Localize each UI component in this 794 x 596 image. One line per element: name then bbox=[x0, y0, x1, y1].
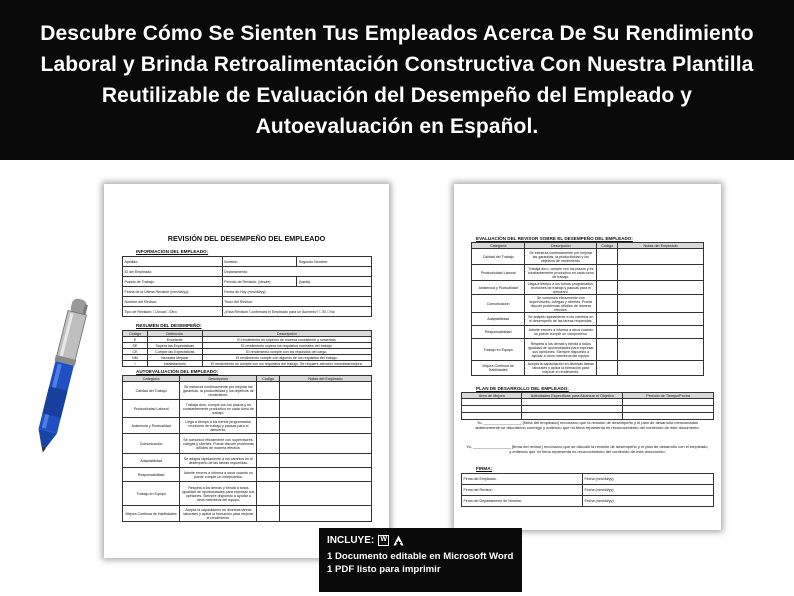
eval-header: Descripción bbox=[525, 243, 597, 249]
summary-cell: El rendimiento supera los requisitos normales del trabajo. bbox=[202, 343, 371, 349]
eval-description: Se comunica eficazmente con supervisores, colegas y clientes. Puede discutir problemas difíciles de manera efectiva. bbox=[525, 295, 597, 313]
eval-category: Responsabilidad bbox=[123, 468, 180, 482]
info-cell: Fecha de la Última Revisión (mm/dd/yy): bbox=[123, 287, 223, 297]
summary-cell: El rendimiento cumple con algunos de los requisitos del trabajo. bbox=[202, 355, 371, 361]
eval-notes-cell[interactable] bbox=[279, 382, 371, 400]
includes-word-line: 1 Documento editable en Microsoft Word bbox=[327, 551, 514, 562]
summary-header: Descripción bbox=[202, 331, 371, 337]
eval-notes-cell[interactable] bbox=[618, 249, 704, 265]
self-eval-table bbox=[122, 375, 372, 522]
eval-header: Código bbox=[257, 376, 279, 382]
eval-code-cell[interactable] bbox=[257, 418, 279, 434]
eval-code-cell[interactable] bbox=[257, 454, 279, 468]
eval-description: Se esfuerza continuamente por mejorar las garantías, la productividad y los objetivos de rendimiento. bbox=[180, 382, 257, 400]
info-cell: Puesto de Trabajo: bbox=[123, 277, 223, 287]
eval-notes-cell[interactable] bbox=[279, 400, 371, 418]
info-cell: Departamento: bbox=[222, 267, 371, 277]
info-cell: Periodo de Revisión: (desde): bbox=[222, 277, 297, 287]
eval-description: Llega a tiempo a los turnos programados, reuniones de trabajo y pausas para el almuerzo. bbox=[525, 281, 597, 295]
document-page-self-evaluation bbox=[104, 184, 389, 558]
eval-code-cell[interactable] bbox=[597, 265, 618, 281]
eval-description: Admite errores a informa a otros cuando no puede cumplir un compromiso. bbox=[180, 468, 257, 482]
eval-header: Notas del Empleado bbox=[618, 243, 704, 249]
eval-category: Mejora Continua de Habilidades bbox=[123, 506, 180, 522]
eval-category: Productividad Laboral bbox=[472, 265, 525, 281]
employee-acknowledgement: Yo, _________________ [firma del empleado] reconozco que la revisión de desempeño y el plan de desarrollo mencionados anteriormente se discutieron conmigo y entiendo que mi firma representa mi reconocimiento del contenido de este documento. bbox=[475, 420, 700, 431]
summary-cell: Supera las Expectativas bbox=[147, 343, 202, 349]
eval-description: Se adapta rápidamente a los cambios en el desempeño de las tareas requeridas. bbox=[525, 313, 597, 326]
includes-badge bbox=[319, 528, 522, 592]
eval-notes-cell[interactable] bbox=[279, 482, 371, 506]
eval-code-cell[interactable] bbox=[597, 249, 618, 265]
employee-info-table bbox=[122, 256, 372, 317]
info-cell: Tipo de Revisión: ☐Anual ☐Otro bbox=[123, 307, 223, 317]
includes-label: INCLUYE: bbox=[327, 535, 375, 546]
summary-cell: SE bbox=[123, 343, 148, 349]
banner-headline: Descubre Cómo Se Sienten Tus Empleados Acerca De Su Rendimiento Laboral y Brinda Retroalimentación Constructiva Con Nuestra Plantilla Reutilizable de Evaluación del Desempeño del Empleado y Autoevaluación en Español. bbox=[40, 22, 754, 138]
summary-cell: El rendimiento no cumple con los requisitos del trabajo. Se requiere atención inmediata/mejora. bbox=[202, 361, 371, 367]
eval-header: Categoría bbox=[472, 243, 525, 249]
eval-category: Asistencia y Puntualidad bbox=[472, 281, 525, 295]
plan-cell[interactable] bbox=[462, 413, 522, 420]
eval-description: Respeta a los demás y brinda a todos igualdad de oportunidades para expresar sus opiniones. Siempre dispuesto a ayudar a otros miembros del equipo. bbox=[180, 482, 257, 506]
eval-description: Trabaja duro, cumple con los plazos y es constantemente productivo en cada turno de trabajo. bbox=[525, 265, 597, 281]
eval-code-cell[interactable] bbox=[257, 382, 279, 400]
eval-category: Asistencia y Puntualidad bbox=[123, 418, 180, 434]
eval-category: Mejora Continua de Habilidades bbox=[472, 361, 525, 376]
eval-header: Notas del Empleado bbox=[279, 376, 371, 382]
reviewer-eval-heading: EVALUACIÓN DEL REVISOR SOBRE EL DESEMPEÑO DEL EMPLEADO: bbox=[476, 236, 633, 241]
summary-cell: El rendimiento es superior de manera consistente y sostenida. bbox=[202, 337, 371, 343]
eval-category: Adaptabilidad bbox=[123, 454, 180, 468]
eval-category: Adaptabilidad bbox=[472, 313, 525, 326]
eval-notes-cell[interactable] bbox=[618, 326, 704, 339]
eval-code-cell[interactable] bbox=[257, 468, 279, 482]
info-cell: ID del Empleado: bbox=[123, 267, 223, 277]
plan-cell[interactable] bbox=[462, 406, 522, 413]
summary-header: Código bbox=[123, 331, 148, 337]
signature-heading: FIRMA: bbox=[476, 466, 493, 471]
summary-heading: RESUMEN DEL DESEMPEÑO: bbox=[136, 323, 202, 328]
summary-cell: Insatisfactorio bbox=[147, 361, 202, 367]
info-cell: (hasta): bbox=[297, 277, 372, 287]
eval-code-cell[interactable] bbox=[257, 506, 279, 522]
eval-code-cell[interactable] bbox=[257, 482, 279, 506]
summary-cell: CE bbox=[123, 349, 148, 355]
eval-notes-cell[interactable] bbox=[618, 361, 704, 376]
header-banner bbox=[0, 0, 794, 160]
word-icon: W bbox=[378, 535, 389, 546]
plan-cell[interactable] bbox=[462, 399, 522, 406]
eval-notes-cell[interactable] bbox=[618, 313, 704, 326]
eval-code-cell[interactable] bbox=[597, 295, 618, 313]
info-cell: Nombre: bbox=[222, 257, 297, 267]
eval-category: Responsabilidad bbox=[472, 326, 525, 339]
eval-description: Trabaja duro, cumple con los plazos y es constantemente productivo en cada turno de trabajo. bbox=[180, 400, 257, 418]
info-cell: Nombre del Revisor: bbox=[123, 297, 223, 307]
info-cell: Segundo Nombre: bbox=[297, 257, 372, 267]
eval-code-cell[interactable] bbox=[257, 400, 279, 418]
eval-category: Comunicación bbox=[123, 434, 180, 454]
summary-cell: I bbox=[123, 361, 148, 367]
eval-code-cell[interactable] bbox=[597, 361, 618, 376]
includes-pdf-line: 1 PDF listo para imprimir bbox=[327, 564, 441, 575]
plan-header: Área de Mejora bbox=[462, 393, 522, 399]
eval-notes-cell[interactable] bbox=[618, 295, 704, 313]
eval-header: Categoría bbox=[123, 376, 180, 382]
eval-header: Descripción bbox=[180, 376, 257, 382]
pen-illustration bbox=[22, 294, 103, 458]
plan-cell[interactable] bbox=[522, 406, 623, 413]
eval-category: Trabajo en Equipo bbox=[123, 482, 180, 506]
eval-notes-cell[interactable] bbox=[279, 506, 371, 522]
summary-cell: Cumple las Expectativas bbox=[147, 349, 202, 355]
info-cell: Apellido: bbox=[123, 257, 223, 267]
eval-notes-cell[interactable] bbox=[279, 468, 371, 482]
acrobat-icon bbox=[393, 535, 404, 546]
reviewer-acknowledgement: Yo, _________________ [firma del revisor] reconozco que se discutió la revisión de desempeño y el plan de desarrollo con el empleado, y entiendo que mi firma representa mi reconocimiento del contenido de este documento. bbox=[466, 444, 709, 455]
eval-code-cell[interactable] bbox=[597, 339, 618, 361]
info-cell: Fecha de Hoy (mm/dd/yy): bbox=[222, 287, 371, 297]
summary-cell: E bbox=[123, 337, 148, 343]
eval-notes-cell[interactable] bbox=[618, 339, 704, 361]
eval-category: Calidad del Trabajo bbox=[123, 382, 180, 400]
eval-notes-cell[interactable] bbox=[279, 418, 371, 434]
summary-header: Definición bbox=[147, 331, 202, 337]
eval-notes-cell[interactable] bbox=[618, 281, 704, 295]
eval-description: Se esfuerza continuamente por mejorar las garantías, la productividad y los objetivos de rendimiento. bbox=[525, 249, 597, 265]
page1-title: REVISIÓN DEL DESEMPEÑO DEL EMPLEADO bbox=[167, 234, 326, 243]
reviewer-eval-table bbox=[471, 242, 704, 376]
eval-description: Se adapta rápidamente a los cambios en el desempeño de las tareas requeridas. bbox=[180, 454, 257, 468]
eval-description: Acepta la capacitación en diversas tareas laborales y aplica la formación para mejorar el rendimiento. bbox=[180, 506, 257, 522]
plan-cell[interactable] bbox=[623, 399, 714, 406]
signature-cell[interactable]: Firma del Revisor: bbox=[462, 485, 583, 496]
eval-category: Calidad del Trabajo bbox=[472, 249, 525, 265]
plan-header: Período de Tiempo/Fecha bbox=[623, 393, 714, 399]
eval-notes-cell[interactable] bbox=[618, 265, 704, 281]
eval-code-cell[interactable] bbox=[597, 313, 618, 326]
plan-cell[interactable] bbox=[522, 413, 623, 420]
eval-description: Acepta la capacitación en diversas tareas laborales y aplica la formación para mejorar el rendimiento. bbox=[525, 361, 597, 376]
eval-description: Respeta a los demás y brinda a todos igualdad de oportunidades para expresar sus opiniones. Siempre dispuesto a ayudar a otros miembros del equipo. bbox=[525, 339, 597, 361]
summary-table bbox=[122, 330, 372, 367]
signature-date-cell[interactable]: Fecha (mm/dd/yy): bbox=[582, 496, 713, 507]
summary-cell: El rendimiento cumple con los requisitos del cargo. bbox=[202, 349, 371, 355]
dev-plan-table bbox=[461, 392, 714, 420]
eval-category: Trabajo en Equipo bbox=[472, 339, 525, 361]
plan-cell[interactable] bbox=[623, 413, 714, 420]
info-cell: Título del Revisor: bbox=[222, 297, 371, 307]
eval-category: Productividad Laboral bbox=[123, 400, 180, 418]
employee-info-heading: INFORMACIÓN DEL EMPLEADO: bbox=[136, 249, 209, 254]
info-cell: ¿Esta Revisión Confirmará el Empleado para un Aumento? ☐Sí ☐No bbox=[222, 307, 371, 317]
eval-code-cell[interactable] bbox=[597, 326, 618, 339]
signature-date-cell[interactable]: Fecha (mm/dd/yy): bbox=[582, 474, 713, 485]
signature-cell[interactable]: Firma del Departamento de Nómina: bbox=[462, 496, 583, 507]
self-eval-heading: AUTOEVALUACIÓN DEL EMPLEADO: bbox=[136, 369, 219, 374]
summary-cell: NM bbox=[123, 355, 148, 361]
eval-code-cell[interactable] bbox=[257, 434, 279, 454]
dev-plan-heading: PLAN DE DESARROLLO DEL EMPLEADO: bbox=[476, 386, 569, 391]
eval-notes-cell[interactable] bbox=[279, 434, 371, 454]
eval-notes-cell[interactable] bbox=[279, 454, 371, 468]
eval-header: Código bbox=[597, 243, 618, 249]
summary-cell: Excelente bbox=[147, 337, 202, 343]
document-page-reviewer-evaluation bbox=[454, 184, 721, 530]
plan-header: Actividades Específicas para Alcanzar el Objetivo bbox=[522, 393, 623, 399]
plan-cell[interactable] bbox=[522, 399, 623, 406]
signature-cell[interactable]: Firma del Empleado: bbox=[462, 474, 583, 485]
plan-cell[interactable] bbox=[623, 406, 714, 413]
eval-code-cell[interactable] bbox=[597, 281, 618, 295]
signature-table bbox=[461, 473, 714, 507]
eval-description: Se comunica eficazmente con supervisores, colegas y clientes. Puede discutir problemas difíciles de manera efectiva. bbox=[180, 434, 257, 454]
eval-category: Comunicación bbox=[472, 295, 525, 313]
signature-date-cell[interactable]: Fecha (mm/dd/yy): bbox=[582, 485, 713, 496]
summary-cell: Necesita Mejorar bbox=[147, 355, 202, 361]
eval-description: Admite errores a informa a otros cuando no puede cumplir un compromiso. bbox=[525, 326, 597, 339]
eval-description: Llega a tiempo a los turnos programados, reuniones de trabajo y pausas para el almuerzo. bbox=[180, 418, 257, 434]
